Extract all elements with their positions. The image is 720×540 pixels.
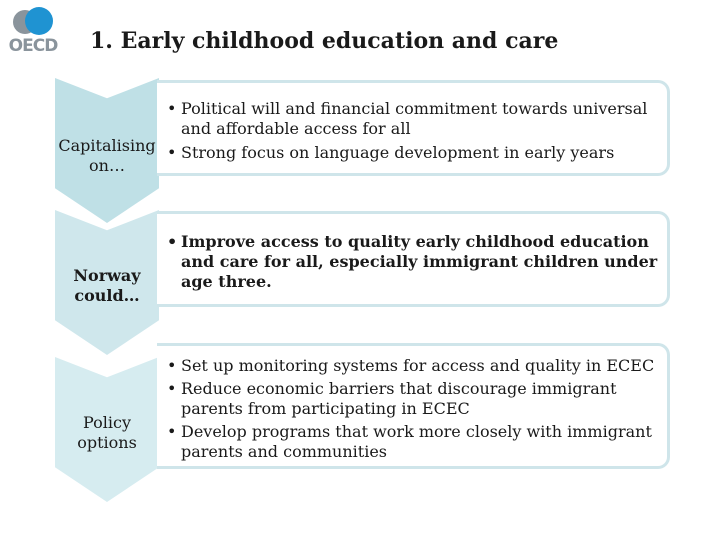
list-item: • Strong focus on language development in early years [157,143,667,163]
bullet-list [157,346,667,462]
section-label-norway: Norway could… [73,266,141,305]
bullet-list [157,214,667,292]
section-box-policy [157,343,670,469]
list-item: • Improve access to quality early childhood education and care for all, especially immigrant children under age three. [157,232,667,292]
list-item: • Political will and financial commitment towards universal and affordable access for all [157,99,667,139]
logo-text: OECD [8,36,58,56]
section-box-capitalising [157,80,670,176]
oecd-circles-icon [8,6,58,38]
page-title: 1. Early childhood education and care [90,28,559,54]
section-label-capitalising: Capitalising on… [58,136,156,175]
list-item: • Set up monitoring systems for access and quality in ECEC [157,356,667,376]
bullet-list [157,83,667,163]
oecd-logo [8,6,58,56]
section-box-norway [157,211,670,307]
list-item: • Develop programs that work more closely with immigrant parents and communities [157,422,667,462]
section-label-policy: Policy options [77,413,137,452]
list-item: • Reduce economic barriers that discourage immigrant parents from participating in ECEC [157,379,667,419]
